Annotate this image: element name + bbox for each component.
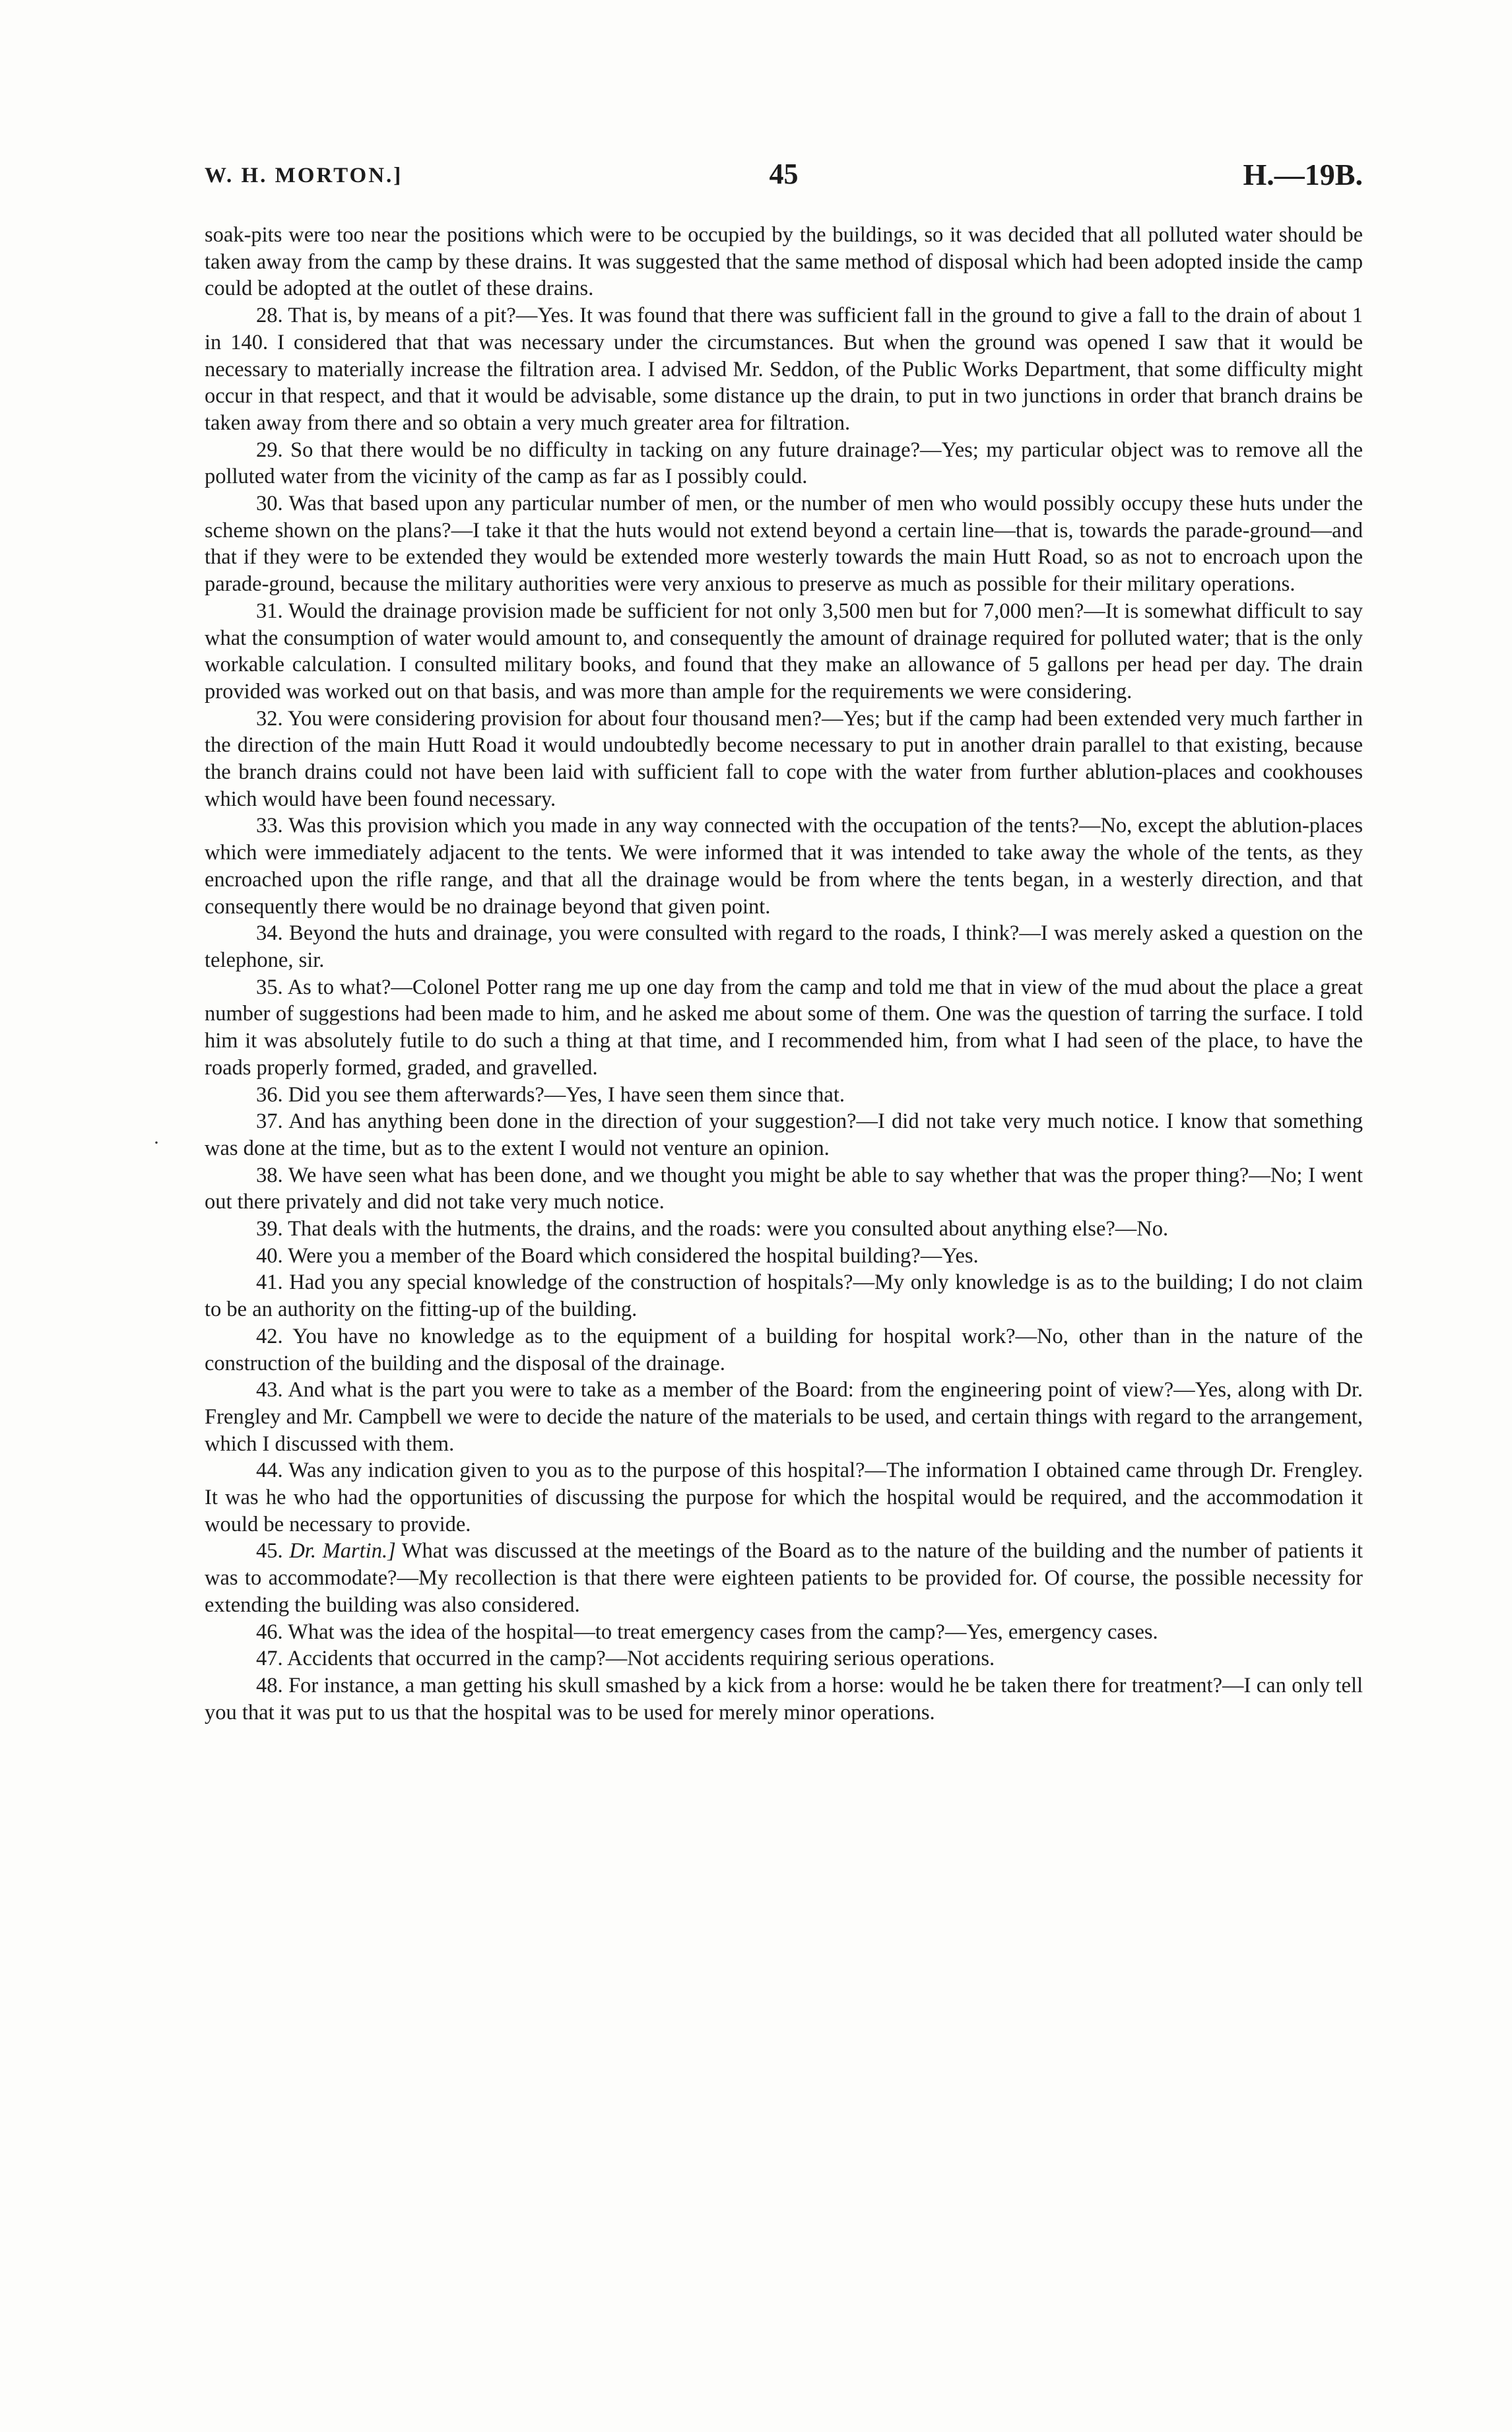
question-number: 41. bbox=[256, 1270, 283, 1295]
paragraph-text: And what is the part you were to take as a member of the Board: from the engineering point of view?—Yes, along with Dr. Frengley and Mr. Campbell we were to decide the nature of the materials to be used, and certain things with regard to the arrangement, which I discussed with them. bbox=[205, 1378, 1363, 1456]
question-number: 32. bbox=[256, 706, 283, 731]
paragraph-text: Was any indication given to you as to the purpose of this hospital?—The information I obtained came through Dr. Frengley. It was he who had the opportunities of discussing the purpose for which the hospital would be required, and the accommodation it would be necessary to provide. bbox=[205, 1459, 1363, 1536]
question-paragraph bbox=[205, 437, 1363, 490]
paragraph-text: That deals with the hutments, the drains, and the roads: were you consulted about anything else?—No. bbox=[288, 1217, 1169, 1241]
question-number: 30. bbox=[256, 492, 283, 516]
question-number: 28. bbox=[256, 304, 283, 328]
question-paragraph bbox=[205, 812, 1363, 920]
paragraph-text: What was discussed at the meetings of the Board as to the nature of the building and the number of patients it was to accommodate?—My recollection is that there were eighteen patients to be provided for. Of course, the possible necessity for extending the building was also considered. bbox=[205, 1539, 1364, 1617]
question-paragraph bbox=[205, 1216, 1363, 1243]
question-number: 36. bbox=[256, 1082, 283, 1107]
page-header bbox=[205, 157, 1363, 203]
question-number: 39. bbox=[256, 1217, 283, 1241]
question-paragraph bbox=[205, 1108, 1363, 1162]
question-number: 33. bbox=[256, 814, 283, 838]
witness-name: W. H. MORTON.] bbox=[205, 164, 403, 187]
question-number: 40. bbox=[256, 1243, 283, 1268]
paragraph-text: So that there would be no difficulty in tacking on any future drainage?—Yes; my particular object was to remove all the polluted water from the vicinity of the camp as far as I possibly could. bbox=[205, 438, 1364, 489]
question-paragraph bbox=[205, 1672, 1363, 1726]
paragraph-text: Beyond the huts and drainage, you were consulted with regard to the roads, I think?—I was merely asked a question on the telephone, sir. bbox=[205, 921, 1363, 972]
question-paragraph bbox=[205, 1538, 1363, 1618]
question-paragraph bbox=[205, 1162, 1363, 1216]
question-paragraph bbox=[205, 1619, 1363, 1646]
paragraph-text: Had you any special knowledge of the construction of hospitals?—My only knowledge is as to the building; I do not claim to be an authority on the fitting-up of the building. bbox=[205, 1270, 1363, 1322]
paragraph-text: You have no knowledge as to the equipment of a building for hospital work?—No, other than in the nature of the construction of the building and the disposal of the drainage. bbox=[205, 1324, 1363, 1375]
continued-paragraph bbox=[205, 222, 1363, 302]
paragraph-text: We have seen what has been done, and we thought you might be able to say whether that was the proper thing?—No; I went out there privately and did not take very much notice. bbox=[205, 1163, 1364, 1214]
question-number: 45. bbox=[256, 1539, 283, 1563]
question-number: 46. bbox=[256, 1620, 283, 1644]
paragraph-text: Was that based upon any particular number of men, or the number of men who would possibly occupy these huts under the scheme shown on the plans?—I take it that the huts would not extend beyond a certain line—that is, towards the parade-ground—and that if they were to be extended they would be extended more westerly towards the main Hutt Road, so as not to encroach upon the parade-ground, because the military authorities were very anxious to preserve as much as possible for their military operations. bbox=[205, 492, 1363, 597]
question-number: 44. bbox=[256, 1459, 283, 1483]
question-number: 48. bbox=[256, 1673, 283, 1697]
paragraph-text: And has anything been done in the direction of your suggestion?—I did not take very much notice. I know that something was done at the time, but as to the extent I would not venture an opinion. bbox=[205, 1109, 1363, 1160]
question-number: 31. bbox=[256, 599, 283, 623]
question-number: 37. bbox=[256, 1109, 283, 1134]
question-number: 29. bbox=[256, 438, 283, 462]
question-number: 47. bbox=[256, 1647, 283, 1671]
paragraph-text: For instance, a man getting his skull smashed by a kick from a horse: would he be taken there for treatment?—I can only tell you that it was put to us that the hospital was to be used for merely minor operations. bbox=[205, 1673, 1364, 1725]
page-number: 45 bbox=[769, 158, 799, 190]
question-paragraph bbox=[205, 598, 1363, 706]
speaker-label: Dr. Martin.] bbox=[289, 1539, 396, 1563]
paragraph-text: Did you see them afterwards?—Yes, I have seen them since that. bbox=[288, 1082, 845, 1107]
question-paragraph bbox=[205, 1457, 1363, 1538]
question-number: 42. bbox=[256, 1324, 283, 1348]
paragraph-text: As to what?—Colonel Potter rang me up one day from the camp and told me that in view of the mud about the place a great number of suggestions had been made to him, and he asked me about some of them. One was the question of tarring the surface. I told him it was absolutely futile to do such a thing at that time, and I recommended him, from what I had seen of the place, to have the roads properly formed, graded, and gravelled. bbox=[205, 975, 1363, 1080]
paragraph-text: Was this provision which you made in any way connected with the occupation of the tents?—No, except the ablution-places which were immediately adjacent to the tents. We were informed that it was intended to take away the whole of the tents, as they encroached upon the rifle range, and that all the drainage would be from where the tents began, in a westerly direction, and that consequently there would be no drainage beyond that given point. bbox=[205, 814, 1363, 919]
question-paragraph bbox=[205, 1323, 1363, 1377]
paragraph-text: That is, by means of a pit?—Yes. It was found that there was sufficient fall in the ground to give a fall to the drain of about 1 in 140. I considered that that was necessary under the circumstances. But when the ground was opened I saw that it would be necessary to materially increase the filtration area. I advised Mr. Seddon, of the Public Works Department, that some difficulty might occur in that respect, and that it would be advisable, some distance up the drain, to put in two junctions in order that branch drains be taken away from there and so obtain a very much greater area for filtration. bbox=[205, 304, 1363, 435]
body-text bbox=[205, 222, 1363, 1726]
paragraph-text: Were you a member of the Board which considered the hospital building?—Yes. bbox=[288, 1243, 979, 1268]
question-number: 34. bbox=[256, 921, 283, 946]
question-number: 43. bbox=[256, 1378, 283, 1402]
question-number: 35. bbox=[256, 975, 283, 999]
paragraph-text: soak-pits were too near the positions which were to be occupied by the buildings, so it was decided that all polluted water should be taken away from the camp by these drains. It was suggested that the same method of disposal which had been adopted inside the camp could be adopted at the outlet of these drains. bbox=[205, 223, 1363, 301]
question-paragraph bbox=[205, 302, 1363, 437]
question-paragraph bbox=[205, 920, 1363, 973]
question-paragraph bbox=[205, 1645, 1363, 1672]
question-paragraph bbox=[205, 1082, 1363, 1109]
question-paragraph bbox=[205, 1269, 1363, 1323]
paragraph-text: Would the drainage provision made be sufficient for not only 3,500 men but for 7,000 men?—It is somewhat difficult to say what the consumption of water would amount to, and consequently the amount of drainage required for polluted water; that is the only workable calculation. I consulted military books, and found that they make an allowance of 5 gallons per head per day. The drain provided was worked out on that basis, and was more than ample for the requirements we were considering. bbox=[205, 599, 1363, 704]
margin-mark: · bbox=[153, 1132, 160, 1154]
paragraph-text: What was the idea of the hospital—to treat emergency cases from the camp?—Yes, emergency cases. bbox=[288, 1620, 1158, 1644]
question-number: 38. bbox=[256, 1163, 283, 1187]
question-paragraph bbox=[205, 706, 1363, 813]
paragraph-text: Accidents that occurred in the camp?—Not accidents requiring serious operations. bbox=[286, 1647, 995, 1671]
document-reference: H.—19B. bbox=[1243, 158, 1363, 191]
question-paragraph bbox=[205, 974, 1363, 1082]
question-paragraph bbox=[205, 1243, 1363, 1270]
paragraph-text: You were considering provision for about four thousand men?—Yes; but if the camp had been extended very much farther in the direction of the main Hutt Road it would undoubtedly become necessary to put in another drain parallel to that existing, because the branch drains could not have been laid with sufficient fall to cope with the water from further ablution-places and cookhouses which would have been found necessary. bbox=[205, 706, 1363, 811]
question-paragraph bbox=[205, 1377, 1363, 1457]
question-paragraph bbox=[205, 490, 1363, 598]
